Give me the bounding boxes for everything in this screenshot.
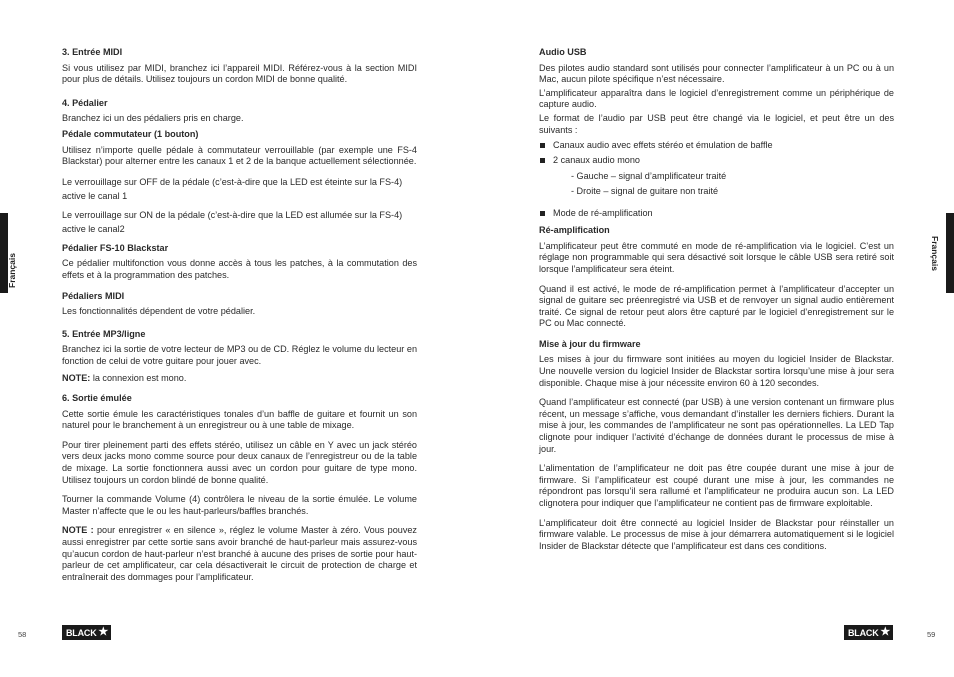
language-tab-label-left: Français: [7, 253, 17, 288]
usb-mode-list: [539, 208, 894, 220]
para-footswitch-3: Le verrouillage sur ON de la pédale (c’est-à-dire que la LED est allumée sur la FS-4) active le canal2: [62, 209, 403, 234]
para-footswitch-1: Utilisez n’importe quelle pédale à commutateur verrouillable (par exemple une FS-4 Blackstar) pour alterner entre les canaux 1 et 2 de la banque actuellement sélectionnée.: [62, 144, 417, 167]
language-tab-label-right: Français: [930, 236, 940, 271]
list-item: 2 canaux audio mono: [539, 155, 894, 167]
para-mp3: Branchez ici la sortie de votre lecteur de MP3 ou de CD. Réglez le volume du lecteur en fonction de celui de votre guitare pour jouer avec.: [62, 344, 417, 366]
para-emulated-3: Tourner la commande Volume (4) contrôlera le niveau de la sortie émulée. Le volume Master n’affecte que le ou les haut-parleurs/baffles branchés.: [62, 494, 417, 516]
list-item: Canaux audio avec effets stéréo et émulation de baffle: [539, 140, 894, 152]
note-text: la connexion est mono.: [90, 372, 187, 383]
heading-mp3: 5. Entrée MP3/ligne: [62, 328, 146, 339]
heading-midi-in: 3. Entrée MIDI: [62, 47, 123, 57]
heading-emulated: 6. Sortie émulée: [62, 393, 132, 404]
para-reamp-1: L’amplificateur peut être commuté en mode de ré-amplification via le logiciel. C’est un réglage non programmable qui sera désactivé soit lorsque le câble USB sera retiré soit lorsque l’amplificateur sera éteint.: [539, 240, 894, 274]
heading-usb: Audio USB: [539, 47, 587, 57]
right-column: [539, 47, 894, 564]
heading-fs10: Pédalier FS-10 Blackstar: [62, 242, 169, 253]
para-firmware-4: L’amplificateur doit être connecté au logiciel Insider de Blackstar pour réinstaller un firmware valable. Le processus de mise à jour démarrera automatiquement si le logiciel Insider de Blackstar détecte que l’amplificateur est dans ces conditions.: [539, 517, 894, 551]
heading-midi-pedals: Pédaliers MIDI: [62, 290, 125, 301]
para-usb-2: L’amplificateur apparaîtra dans le logiciel d’enregistrement comme un périphérique de capture audio.: [539, 87, 894, 110]
sub-item-left: - Gauche – signal d’amplificateur traité: [571, 171, 727, 182]
star-icon: ★: [880, 626, 890, 638]
note-text: pour enregistrer « en silence », réglez le volume Master à zéro. Vous pouvez aussi enregistrer par cette sortie sans avoir branché de haut-parleur mais assurez-vous qu’aucun cordon de haut-parleur n’est branché à aucune des prises de sortie pour haut-parleur de cet amplificateur, car cela désactiverait le circuit de protection de charge et entraînerait des dommages pour l’amplificateur.: [62, 525, 417, 582]
heading-pedal: 4. Pédalier: [62, 97, 108, 108]
page-number-right: 59: [927, 630, 936, 639]
para-emulated-2: Pour tirer pleinement parti des effets stéréo, utilisez un câble en Y avec un jack stéréo vers deux jacks mono comme source pour deux canaux de l’enregistreur ou de la table de mixage. La sortie fonctionnera aussi avec un cordon pour guitare de type mono. Utilisez toujours un cordon blindé de bonne qualité.: [62, 439, 417, 485]
para-firmware-3: L’alimentation de l’amplificateur ne doit pas être coupée durant une mise à jour de firmware. Si l’amplificateur est coupé durant une mise à jour, les commandes ne répondront pas lorsqu’il sera rallumé et l’amplificateur ne produira aucun son. La LED clignotera pour indiquer que l’amplificateur ne contient pas de firmware exploitable.: [539, 463, 894, 508]
para-emulated-1: Cette sortie émule les caractéristiques tonales d’un baffle de guitare et fournit un son naturel pour le branchement à un enregistreur ou à une table de mixage.: [62, 408, 417, 431]
logo-text: BLACK: [66, 627, 97, 638]
right-page: [477, 0, 954, 677]
para-firmware-1: Les mises à jour du firmware sont initiées au moyen du logiciel Insider de Blackstar. Une nouvelle version du logiciel Insider de Blackstar sortira lorsqu’une mise à jour sera disponible. Chaque mise à jour nécessite environ 60 à 120 secondes.: [539, 354, 894, 388]
note-label: NOTE:: [62, 372, 91, 383]
para-usb-1: Des pilotes audio standard sont utilisés pour connecter l’amplificateur à un PC ou à un Mac, aucun pilote spécifique n’est nécessaire.: [539, 62, 894, 85]
para-fs10: Ce pédalier multifonction vous donne accès à tous les patches, à la commutation des effets et à la programmation des patches.: [62, 258, 417, 280]
para-footswitch-2: Le verrouillage sur OFF de la pédale (c’est-à-dire que la LED est éteinte sur la FS-4) active le canal 1: [62, 176, 403, 201]
list-item: Mode de ré-amplification: [539, 208, 894, 220]
note-mp3: [62, 373, 417, 385]
note-emulated: [62, 525, 417, 583]
page-number-left: 58: [18, 630, 27, 639]
heading-footswitch: Pédale commutateur (1 bouton): [62, 128, 199, 139]
para-usb-3: Le format de l’audio par USB peut être changé via le logiciel, et peut être un des suivants :: [539, 112, 894, 135]
sub-item-right: - Droite – signal de guitare non traité: [571, 185, 719, 196]
para-midi-pedals: Les fonctionnalités dépendent de votre pédalier.: [62, 306, 256, 317]
heading-firmware: Mise à jour du firmware: [539, 338, 641, 349]
language-tab-right: [946, 213, 954, 293]
blackstar-logo-right: [844, 625, 893, 640]
para-firmware-2: Quand l’amplificateur est connecté (par USB) à une version contenant un firmware plus récent, un message s’affiche, vous demandant d’installer les derniers fichiers. Durant la mise à jour, les commandes de l’amplificateur ne sont pas opérationnelles. La LED Tap clignote pour indiquer l’activité d’échange de données durant le processus de mise à jour.: [539, 397, 894, 454]
logo-text: BLACK: [848, 627, 879, 638]
star-icon: ★: [98, 626, 108, 638]
para-midi-in: Si vous utilisez par MIDI, branchez ici l’appareil MIDI. Référez-vous à la section MIDI pour plus de détails. Utilisez toujours un cordon MIDI de bonne qualité.: [62, 62, 417, 85]
note-label: NOTE :: [62, 525, 94, 536]
left-column: [62, 47, 417, 595]
blackstar-logo-left: [62, 625, 111, 640]
heading-reamp: Ré-amplification: [539, 225, 610, 236]
usb-format-list: [539, 140, 894, 166]
para-reamp-2: Quand il est activé, le mode de ré-amplification permet à l’amplificateur d’accepter un signal de guitare sec préenregistré via USB et de renvoyer un signal audio entièrement traité. Ce signal de retour peut alors être capturé par le logiciel d’enregistrement sur le PC ou Mac connecté.: [539, 283, 894, 329]
para-pedal: Branchez ici un des pédaliers pris en charge.: [62, 113, 244, 124]
